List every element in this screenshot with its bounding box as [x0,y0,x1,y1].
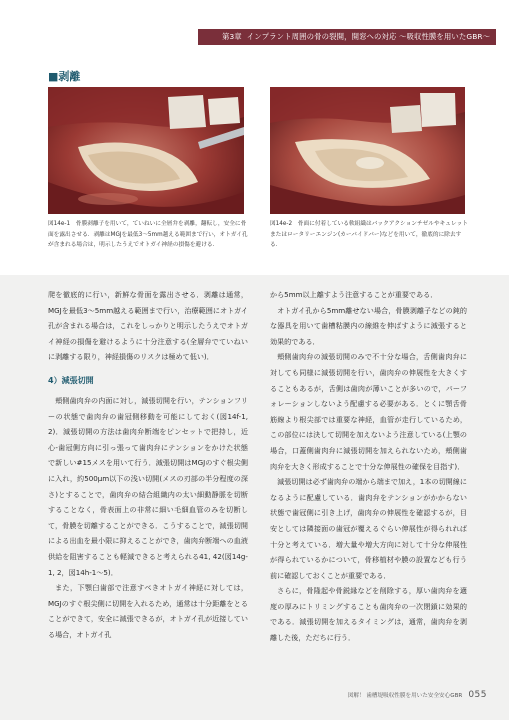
figure-14e-1-photo [48,87,244,214]
chapter-title: インプラント周囲の骨の裂開，開窓への対応 ～吸収性膜を用いたGBR～ [246,32,491,41]
figure-14e-2-caption [270,219,470,251]
page-number: 055 [468,690,487,700]
surgical-photo-soft-tissue-removal-icon [270,87,465,214]
paragraph: 頬側歯肉弁の内面に対し，減張切開を行い，テンションフリーの状態で歯肉弁の歯冠側移動を可能にしておく(図14f-1, 2)．減張切開の方法は歯肉弁断端をピンセットで把持し，近心-歯冠側方向に引っ張って歯肉弁にテンションをかけた状態で新しい#15メスを用いて行う．減張切開はMGJのすぐ根尖側に入れ，約500μm以下の浅い切開(メスの刃部の半分程度の深さ)とすることで，歯肉弁の結合組織内の太い細動静脈を切断することなく，骨表面上の非常に細い毛細血管のみを切断して，骨膜を切離することができる．こうすることで，減張切開による出血を最小限に抑えることができ，歯肉弁断端への血液供給を阻害することも軽減できると考えられる41, 42(図14g-1, 2，図14h-1～5)． [48,395,248,577]
figure-id: 図14e-2 [270,221,293,227]
paragraph: から5mm以上離すよう注意することが重要である． [270,290,438,299]
footer-book-title: 図解！ 歯槽堤吸収性膜を用いた安全安心GBR [347,693,463,699]
square-bullet-icon: ■ [48,70,59,83]
figure-id: 図14e-1 [48,221,71,227]
page-footer [348,690,487,700]
paragraph: オトガイ孔から5mm離せない場合，骨膜剥離子などの鈍的な器具を用いて歯槽粘膜内の線維を伸ばすように減張すると効果的である． [270,305,467,346]
section-title-text: 剥離 [58,70,81,83]
figure-14e-1-caption [48,219,248,251]
chapter-header-text [222,30,490,44]
caption-text: 骨膜剥離子を用いて，ていねいに全層弁を剥離，翻転し，安全に骨面を露出させる．剥離はMGJを最低3～5mm越える範囲まで行い，オトガイ孔が含まれる場合は，明示したうえでオトガイ神経の損傷を避ける． [48,221,248,248]
surgical-photo-flap-reflection-icon [48,87,244,214]
chapter-number: 第3章 [222,32,242,41]
section-title [48,70,80,84]
body-column-right [270,287,467,646]
paragraph: 減張切開は必ず歯肉弁の端から端まで加え，1本の切開線になるように配慮している．歯肉弁をテンションがかからない状態で歯冠側に引き上げ，歯肉弁の伸展性を確認するが，目安としては隣接面の歯冠が覆えるぐらい伸展性が得られれば十分と考えている．増大量や増大方向に対して十分な伸展性が得られているかについて，骨移植材や膜の設置なども行う前に確認しておくことが重要である． [270,477,467,580]
paragraph: 爬を徹底的に行い，新鮮な骨面を露出させる．剥離は通常，MGJを最低3～5mm越える範囲まで行い，治療範囲にオトガイ孔が含まれる場合は，これをしっかりと明示したうえでオトガイ神経の損傷を避けるように十分注意する(全層弁でていねいに剥離する限り，神経損傷のリスクは極めて低い)． [48,290,248,362]
subsection-heading: 4）減張切開 [48,375,94,385]
paragraph: また，下顎臼歯部で注意すべきオトガイ神経に対しては，MGJのすぐ根尖側に切開を入れるため，通常は十分距離をとることができて，安全に減張できるが，オトガイ孔が近接している場合，オトガイ孔 [48,583,248,639]
paragraph: 頬側歯肉弁の減張切開のみで不十分な場合，舌側歯肉弁に対しても同様に減張切開を行い，歯肉弁の伸展性を大きくすることもあるが，舌側は歯肉が薄いことが多いので，パーフォレーションしないよう配慮する必要がある．とくに顎舌骨筋線より根尖部では重要な神経，血管が走行しているため，この部位には決して切開を加えないよう注意している(上顎の場合，口蓋側歯肉弁に減張切開を加えられないため，頬側歯肉弁を大きく形成することで十分な伸展性の確保を目指す)． [270,352,467,471]
caption-text: 骨面に付着している軟組織はバックアクションチゼルやキュレットまたはロータリーエンジン(カーバイドバー)などを用いて，徹底的に除去する． [270,221,468,248]
body-column-left [48,287,248,642]
paragraph: さらに，骨隆起や骨鋭縁などを削除する，厚い歯肉弁を適度の厚みにトリミングすることも歯肉弁の一次閉鎖に効果的である．減張切開を加えるタイミングは，通常，歯肉弁を剥離した後，ただちに行う． [270,586,467,643]
figure-14e-2-photo [270,87,465,214]
